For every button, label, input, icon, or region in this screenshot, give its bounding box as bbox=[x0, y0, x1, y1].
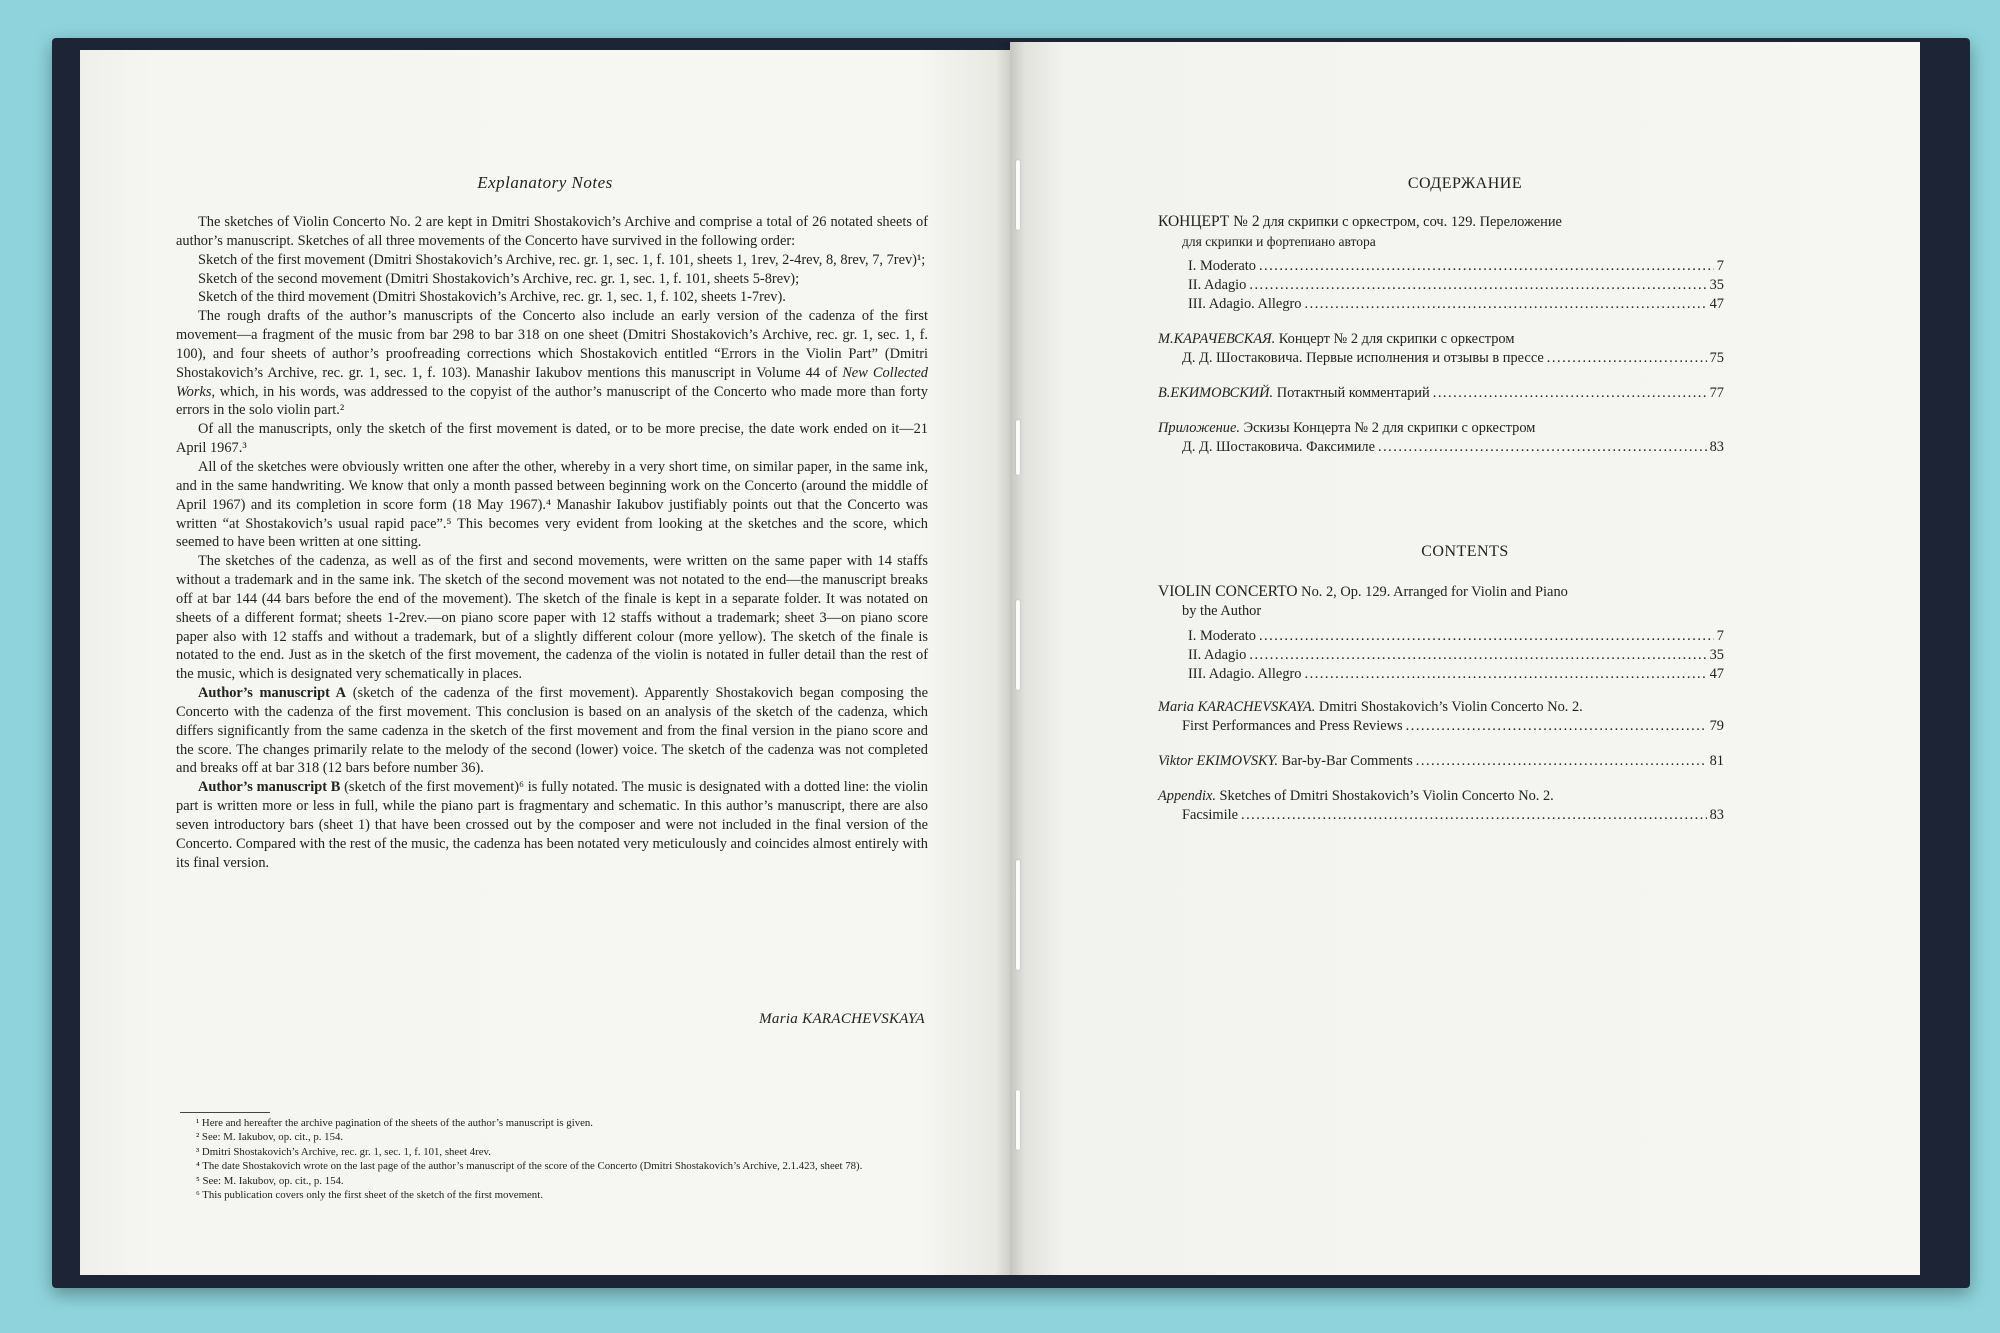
right-page bbox=[1010, 42, 1920, 1275]
footnote: ⁶ This publication covers only the first sheet of the sketch of the first movement. bbox=[196, 1189, 543, 1202]
toc-text: No. 2, Op. 129. Arranged for Violin and Piano bbox=[1297, 584, 1568, 600]
toc-appendix-entry bbox=[1158, 419, 1724, 438]
toc-author: Приложение. bbox=[1158, 420, 1240, 436]
toc-label: Bar-by-Bar Comments bbox=[1277, 753, 1413, 769]
toc-essay-entry bbox=[1158, 330, 1724, 349]
toc-author: Viktor EKIMOVSKY. bbox=[1158, 753, 1278, 769]
toc-label: II. Adagio bbox=[1188, 277, 1247, 293]
toc-page-number: 35 bbox=[1709, 647, 1724, 663]
toc-label: Потактный комментарий bbox=[1273, 385, 1430, 401]
paragraph bbox=[176, 684, 928, 778]
russian-toc bbox=[1158, 212, 1724, 457]
footnote: ³ Dmitri Shostakovich’s Archive, rec. gr. 1, sec. 1, f. 101, sheet 4rev. bbox=[196, 1145, 491, 1158]
toc-author: Maria KARACHEVSKAYA. bbox=[1158, 699, 1316, 715]
toc-page-number: 47 bbox=[1709, 296, 1724, 312]
text-span: , which, in his words, was addressed to the copyist of the author’s manuscript of the Concerto who made more than forty errors in the solo violin part.² bbox=[176, 383, 928, 419]
toc-label: Д. Д. Шостаковича. Первые исполнения и отзывы в прессе bbox=[1182, 350, 1544, 366]
toc-row bbox=[1158, 752, 1724, 771]
page-title: Explanatory Notes bbox=[477, 173, 613, 192]
toc-label: I. Moderato bbox=[1188, 628, 1256, 644]
toc-label: III. Adagio. Allegro bbox=[1188, 296, 1302, 312]
toc-author: М.КАРАЧЕВСКАЯ. bbox=[1158, 331, 1276, 347]
toc-row bbox=[1158, 438, 1724, 457]
footnote: ² See: M. Iakubov, op. cit., p. 154. bbox=[196, 1131, 344, 1144]
binding-stitch bbox=[1016, 420, 1020, 475]
toc-essay-entry bbox=[1158, 698, 1724, 717]
text-span: The rough drafts of the author’s manuscripts of the Concerto also include an early version of the cadenza of the first movement—a fragment of the music from bar 298 to bar 318 on one sheet (Dmitri Shostakovich’s Archive, rec. gr. 1, sec. 1, f. 100), and four sheets of author’s proofreading corrections which Shostakovich entitled “Errors in the Violin Part” (Dmitri Shostakovich’s Archive, rec. gr. 1, sec. 1, f. 103). Manashir Iakubov mentions this manuscript in Volume 44 of bbox=[176, 308, 928, 381]
toc-text: Sketches of Dmitri Shostakovich’s Violin Concerto No. 2. bbox=[1215, 788, 1554, 804]
toc-text: by the Author bbox=[1182, 603, 1262, 619]
binding-stitch bbox=[1016, 860, 1020, 970]
binding-stitch bbox=[1016, 1090, 1020, 1150]
toc-page-number: 7 bbox=[1716, 258, 1724, 274]
binding-stitch bbox=[1016, 600, 1020, 690]
toc-author: Appendix. bbox=[1158, 788, 1216, 804]
toc-page-number: 7 bbox=[1716, 628, 1724, 644]
binding-stitch bbox=[1016, 160, 1020, 230]
toc-label: First Performances and Press Reviews bbox=[1182, 718, 1403, 734]
toc-page-number: 47 bbox=[1709, 666, 1724, 682]
footnote: ⁵ See: M. Iakubov, op. cit., p. 154. bbox=[196, 1174, 344, 1187]
toc-work-title: VIOLIN CONCERTO bbox=[1158, 583, 1298, 600]
toc-page-number: 83 bbox=[1709, 807, 1724, 823]
toc-text: Концерт № 2 для скрипки с оркестром bbox=[1275, 331, 1515, 347]
english-toc bbox=[1158, 582, 1724, 825]
toc-label: I. Moderato bbox=[1188, 258, 1256, 274]
toc-page-number: 35 bbox=[1709, 277, 1724, 293]
footnote: ⁴ The date Shostakovich wrote on the last page of the author’s manuscript of the score of the Concerto (Dmitri Shostakovich’s Archive, 2.1.423, sheet 78). bbox=[196, 1160, 863, 1173]
paragraph: All of the sketches were obviously written one after the other, whereby in a very short time, on similar paper, in the same ink, and in the same handwriting. We know that only a month passed between beginning work on the Concerto (around the middle of April 1967) and its completion in score form (18 May 1967).⁴ Manashir Iakubov justifiably points out that the Concerto was written “at Shostakovich’s usual rapid pace”.⁵ This becomes very evident from looking at the sketches and the score, which seemed to have been written at one sitting. bbox=[176, 458, 928, 551]
toc-appendix-entry bbox=[1158, 787, 1724, 806]
left-page bbox=[80, 50, 1010, 1275]
notes-body bbox=[176, 213, 928, 873]
italic-title: New Collected Works bbox=[176, 364, 928, 400]
paragraph bbox=[176, 307, 928, 420]
toc-page-number: 81 bbox=[1709, 753, 1724, 769]
toc-row bbox=[1158, 295, 1724, 314]
toc-row bbox=[1158, 257, 1724, 276]
paragraph bbox=[176, 778, 928, 872]
toc-text: для скрипки с оркестром, соч. 129. Переложение bbox=[1259, 214, 1562, 230]
paragraph: The sketches of the cadenza, as well as of the first and second movements, were written on the same paper with 14 staffs without a trademark and in the same ink. The sketch of the second movement was not notated to the end—the manuscript breaks off at bar 144 (44 bars before the end of the movement). The sketch of the finale is kept in a separate folder. It was notated on sheets of a different format; sheets 1-2rev.—on piano score paper with 12 staffs without a trademark; sheet 3—on piano score paper also with 12 staffs and without a trademark, but of a slightly different colour (more yellow). The sketch of the finale is notated to the end. Just as in the sketch of the first movement, the cadenza of the violin is notated in fuller detail than the rest of the music, which is designated very schematically in places. bbox=[176, 553, 928, 683]
paragraph: Of all the manuscripts, only the sketch of the first movement is dated, or to be more precise, the date work ended on it—21 April 1967.³ bbox=[176, 421, 928, 457]
author-signature: Maria KARACHEVSKAYA bbox=[759, 1011, 925, 1027]
bold-term: Author’s manuscript B bbox=[198, 779, 341, 796]
toc-label: III. Adagio. Allegro bbox=[1188, 666, 1302, 682]
footnote-divider bbox=[180, 1112, 270, 1113]
book-spine bbox=[995, 42, 1025, 1275]
toc-author: В.ЕКИМОВСКИЙ. bbox=[1158, 385, 1274, 401]
footnotes bbox=[180, 1116, 940, 1202]
toc-row bbox=[1158, 276, 1724, 295]
toc-row bbox=[1158, 349, 1724, 368]
toc-concerto-entry bbox=[1158, 212, 1724, 232]
toc-text: Dmitri Shostakovich’s Violin Concerto No. 2. bbox=[1315, 699, 1583, 715]
text-span: (sketch of the first movement)⁶ is fully notated. The music is designated with a dotted line: the violin part is written more or less in full, while the piano part is fragmentary and schematic. In this author’s manuscript, there are also seven introductory bars (sheet 1) that have been crossed out by the composer and were not included in the final version of the Concerto. Compared with the rest of the music, the cadenza has been notated very meticulously and coincides almost entirely with its final version. bbox=[176, 779, 928, 871]
paragraph: The sketches of Violin Concerto No. 2 are kept in Dmitri Shostakovich’s Archive and comprise a total of 26 notated sheets of author’s manuscript. Sketches of all three movements of the Concerto have survived in the following order: bbox=[176, 214, 928, 249]
text-span: (sketch of the cadenza of the first movement). Apparently Shostakovich began composing the Concerto with the cadenza of the first movement. This conclusion is based on an analysis of the sketch of the cadenza, which differs significantly from the same cadenza in the sketch of the first movement and from the final version in the piano score and the score. The changes primarily relate to the melody of the second (lower) voice. The sketch of the cadenza was not completed and breaks off at bar 318 (12 bars before number 36). bbox=[176, 685, 928, 777]
toc-work-title: КОНЦЕРТ № 2 bbox=[1158, 213, 1260, 230]
toc-row bbox=[1158, 627, 1724, 646]
toc-label: II. Adagio bbox=[1188, 647, 1247, 663]
toc-label: Facsimile bbox=[1182, 807, 1238, 823]
toc-concerto-entry bbox=[1158, 582, 1724, 602]
toc-row bbox=[1158, 384, 1724, 403]
toc-page-number: 79 bbox=[1709, 718, 1724, 734]
toc-row bbox=[1158, 717, 1724, 736]
toc-row bbox=[1158, 646, 1724, 665]
toc-text: для скрипки и фортепиано автора bbox=[1182, 234, 1376, 249]
toc-page-number: 75 bbox=[1709, 350, 1724, 366]
toc-page-number: 83 bbox=[1709, 439, 1724, 455]
paragraph: Sketch of the third movement (Dmitri Shostakovich’s Archive, rec. gr. 1, sec. 1, f. 102, sheets 1-7rev). bbox=[198, 289, 786, 306]
toc-row bbox=[1158, 806, 1724, 825]
toc-text: Эскизы Концерта № 2 для скрипки с оркестром bbox=[1239, 420, 1536, 436]
toc-label: Д. Д. Шостаковича. Факсимиле bbox=[1182, 439, 1375, 455]
footnote: ¹ Here and hereafter the archive pagination of the sheets of the author’s manuscript is given. bbox=[196, 1117, 593, 1129]
paragraph: Sketch of the second movement (Dmitri Shostakovich’s Archive, rec. gr. 1, sec. 1, f. 101, sheets 5-8rev); bbox=[198, 270, 800, 287]
bold-term: Author’s manuscript A bbox=[198, 685, 347, 702]
toc-page-number: 77 bbox=[1709, 385, 1724, 401]
russian-contents-heading: СОДЕРЖАНИЕ bbox=[1407, 175, 1523, 192]
toc-row bbox=[1158, 665, 1724, 684]
english-contents-heading: CONTENTS bbox=[1421, 543, 1509, 560]
paragraph: Sketch of the first movement (Dmitri Shostakovich’s Archive, rec. gr. 1, sec. 1, f. 101, sheets 1, 1rev, 2-4rev, 8, 8rev, 7, 7rev)¹; bbox=[198, 251, 926, 268]
